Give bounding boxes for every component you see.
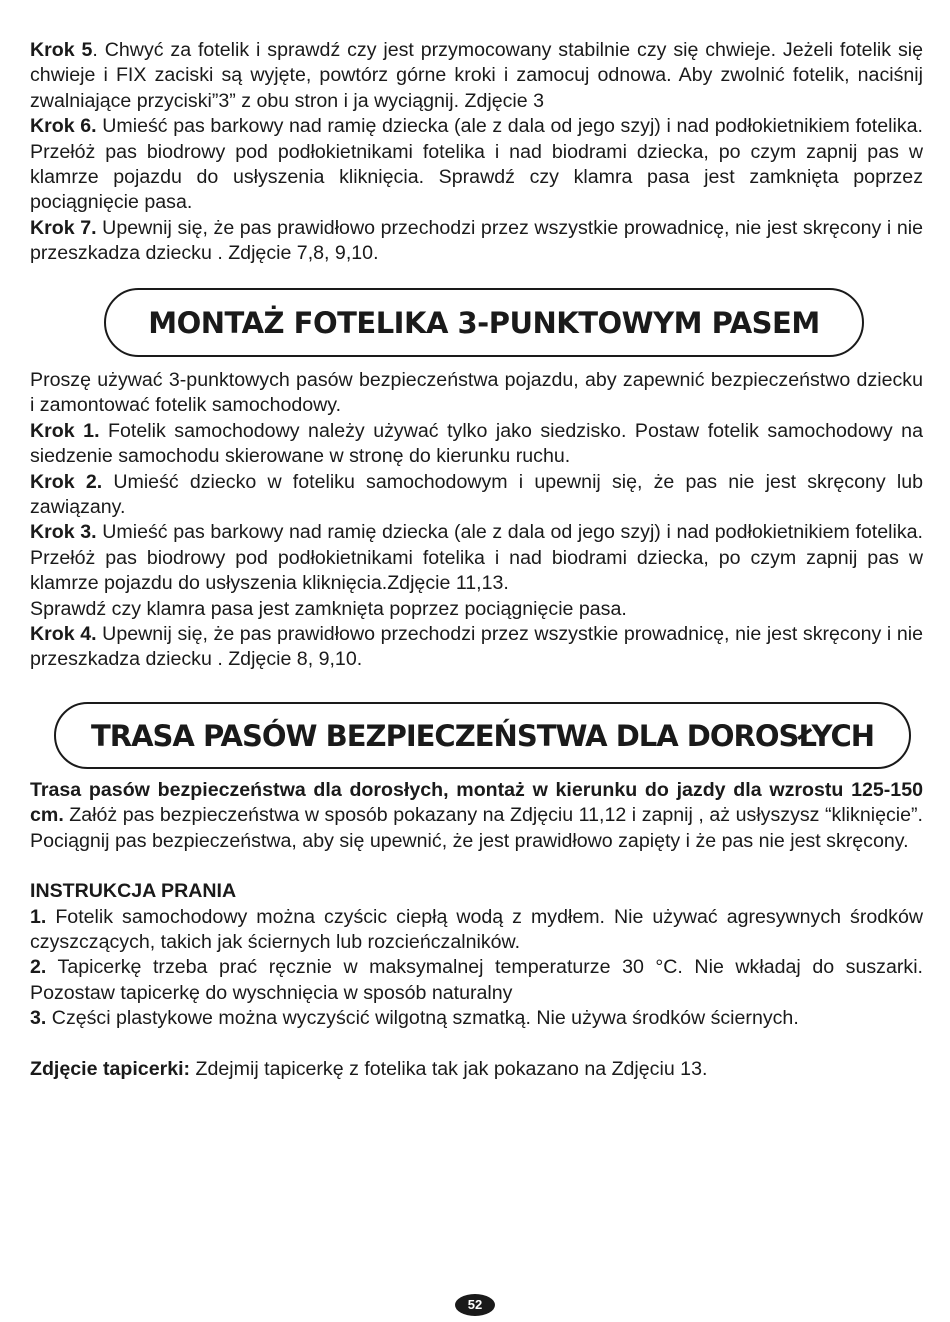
section-middle	[30, 368, 923, 673]
step-3	[30, 520, 923, 596]
cover-removal-label: Zdjęcie tapicerki:	[30, 1057, 191, 1080]
step-7-label: Krok 7.	[30, 216, 97, 239]
step-3-extra: Sprawdź czy klamra pasa jest zamknięta poprzez pociągnięcie pasa.	[30, 597, 627, 620]
step-6	[30, 114, 923, 216]
step-4-text: Upewnij się, że pas prawidłowo przechodzi przez wszystkie prowadnicę, nie jest skręcony i nie przeszkadza dziecku . Zdjęcie 8, 9,10.	[30, 623, 923, 671]
step-1-label: Krok 1.	[30, 419, 100, 442]
page-number: 52	[467, 1297, 483, 1312]
wash-step-2-text: Tapicerkę trzeba prać ręcznie w maksymalnej temperaturze 30 °C. Nie wkładaj do suszarki. Pozostaw tapicerkę do wyschnięcia w sposób naturalny	[30, 956, 923, 1004]
section-banner-adult-belt	[54, 702, 911, 769]
step-7	[30, 216, 923, 267]
page-number-badge	[455, 1294, 495, 1316]
step-4	[30, 622, 923, 673]
spacer	[30, 854, 923, 879]
wash-step-2	[30, 955, 923, 1006]
banner-title: TRASA PASÓW BEZPIECZEŃSTWA DLA DOROSŁYCH	[90, 718, 875, 753]
adult-route-text: Załóż pas bezpieczeństwa w sposób pokazany na Zdjęciu 11,12 i zapnij , aż usłyszysz “kliknięcie”. Pociągnij pas bezpieczeństwa, aby się upewnić, że jest prawidłowo zapięty i że pas nie jest skręcony.	[30, 804, 923, 852]
step-3-text: Umieść pas barkowy nad ramię dziecka (ale z dala od jego szyj) i nad podłokietnikiem fotelika. Przełóż pas biodrowy pod podłokietnikami fotelika i nad biodrami dziecka, po czym zapnij pas w klamrze pojazdu do usłyszenia kliknięcia.Zdjęcie 11,13.	[30, 521, 923, 595]
step-6-label: Krok 6.	[30, 115, 97, 138]
step-7-text: Upewnij się, że pas prawidłowo przechodzi przez wszystkie prowadnicę, nie jest skręcony i nie przeszkadza dziecku . Zdjęcie 7,8, 9,10.	[30, 216, 923, 265]
step-6-text: Umieść pas barkowy nad ramię dziecka (ale z dala od jego szyj) i nad podłokietnikiem fotelika. Przełóż pas biodrowy pod podłokietnikami fotelika i nad biodrami dziecka, po czym zapnij pas w klamrze pojazdu do usłyszenia kliknięcia. Sprawdź czy klamra pasa jest zamknięta poprzez pociągnięcie pasa.	[30, 115, 923, 214]
adult-route-paragraph	[30, 778, 923, 854]
section-banner-3-point	[104, 288, 864, 357]
wash-step-2-label: 2.	[30, 956, 47, 979]
section-top	[30, 38, 923, 267]
wash-step-3-text: Części plastykowe można wyczyścić wilgotną szmatką. Nie używa środków ściernych.	[46, 1007, 799, 1030]
step-1	[30, 419, 923, 470]
intro-paragraph: Proszę używać 3-punktowych pasów bezpieczeństwa pojazdu, aby zapewnić bezpieczeństwo dziecku i zamontować fotelik samochodowy.	[30, 369, 923, 417]
step-4-label: Krok 4.	[30, 623, 97, 646]
step-3-label: Krok 3.	[30, 521, 97, 544]
cover-removal	[30, 1057, 923, 1082]
wash-step-3	[30, 1006, 923, 1031]
adult-route-label: Trasa pasów bezpieczeństwa dla dorosłych, montaż w kierunku do jazdy dla wzrostu 125-150 cm.	[30, 779, 923, 827]
wash-heading-text: INSTRUKCJA PRANIA	[30, 880, 237, 903]
step-1-text: Fotelik samochodowy należy używać tylko jako siedzisko. Postaw fotelik samochodowy na siedzenie samochodu skierowane w stronę do kierunku ruchu.	[30, 419, 923, 468]
step-2-label: Krok 2.	[30, 470, 103, 493]
banner-title: MONTAŻ FOTELIKA 3-PUNKTOWYM PASEM	[148, 305, 820, 340]
step-5-text: . Chwyć za fotelik i sprawdź czy jest przymocowany stabilnie czy się chwieje. Jeżeli fotelik się chwieje i FIX zaciski są wyjęte, powtórz górne kroki i zamocuj odnowa. Aby zwolnić fotelik, naciśnij zwalniające przyciski”3” z obu stron i ja wyciągnij. Zdjęcie 3	[30, 39, 924, 112]
step-5	[30, 38, 923, 114]
wash-step-1-text: Fotelik samochodowy można czyścic ciepłą wodą z mydłem. Nie używać agresywnych środków czyszczących, takich jak ściernych lub rozcieńczalników.	[30, 905, 923, 954]
cover-removal-text: Zdejmij tapicerkę z fotelika tak jak pokazano na Zdjęciu 13.	[190, 1057, 708, 1080]
step-2-text: Umieść dziecko w foteliku samochodowym i upewnij się, że pas nie jest skręcony lub zawiązany.	[30, 470, 923, 519]
wash-heading	[30, 879, 923, 904]
step-5-label: Krok 5	[30, 39, 93, 61]
wash-step-1	[30, 905, 923, 956]
wash-step-1-label: 1.	[30, 905, 47, 928]
step-2	[30, 470, 923, 521]
spacer	[30, 1032, 923, 1057]
section-bottom	[30, 778, 923, 1082]
wash-step-3-label: 3.	[30, 1007, 47, 1030]
